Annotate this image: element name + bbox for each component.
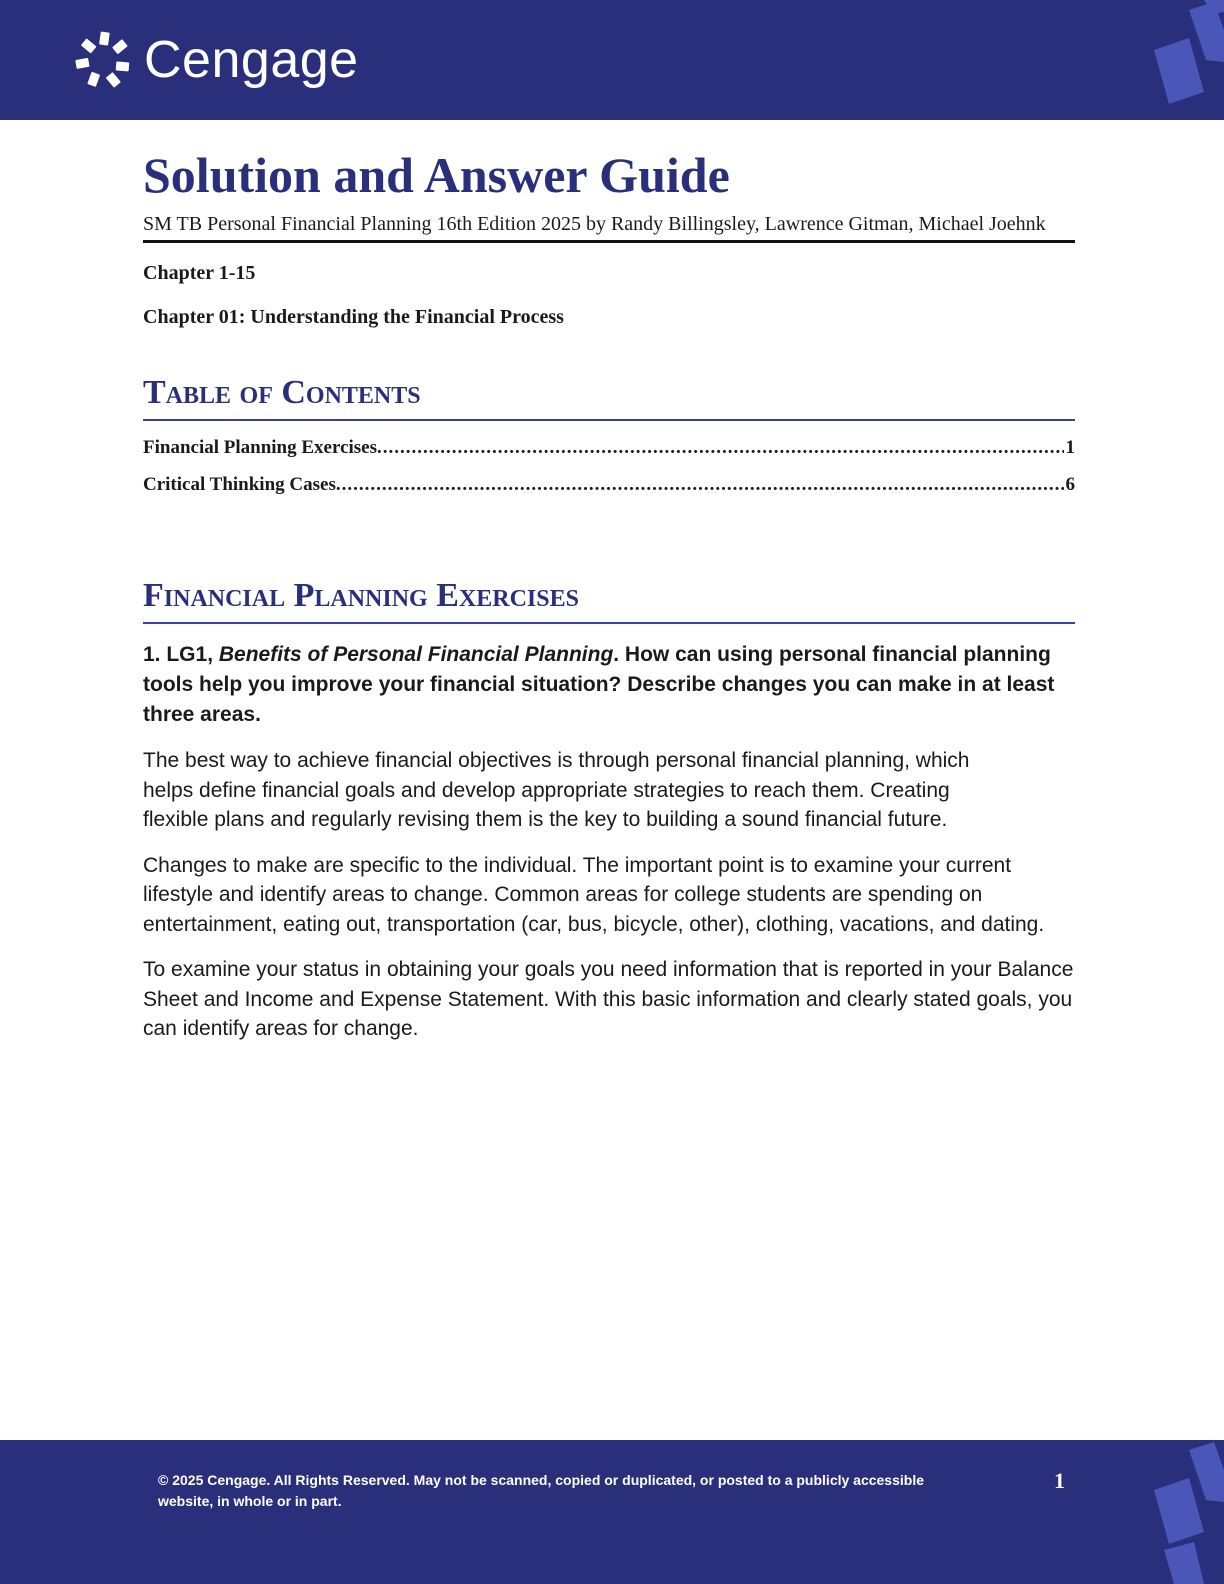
answer-paragraph-1: The best way to achieve financial objectives is through personal financial planning, which helps define financial goals and develop appropriate strategies to reach them. Creating flexible plans and regularly revising them is the key to building a sound financial future. [143, 749, 970, 831]
footer-corner-decoration-icon [1134, 1440, 1224, 1584]
toc-list [143, 435, 1075, 498]
toc-entry-financial-planning-exercises[interactable] [143, 435, 1075, 461]
toc-entry-label: Financial Planning Exercises [143, 437, 378, 458]
toc-divider [143, 419, 1075, 421]
question-topic: Benefits of Personal Financial Planning [218, 643, 614, 666]
toc-entry-page: 6 [1065, 474, 1075, 495]
answer-paragraph-2: Changes to make are specific to the individual. The important point is to examine your current lifestyle and identify areas to change. Common areas for college students are spending on entertainment, eating out, transportation (car, bus, bicycle, other), clothing, vacations, and dating. [143, 853, 1045, 936]
answer-paragraph-3: To examine your status in obtaining your goals you need information that is reported in your Balance Sheet and Income and Expense Statement. With this basic information and clearly stated goals, you can identify areas for change. [143, 958, 1074, 1040]
section-divider [143, 622, 1075, 624]
footer-band [0, 1440, 1224, 1584]
cengage-logo-mark-icon [72, 28, 136, 92]
toc-entry-label: Critical Thinking Cases [143, 474, 336, 495]
logo-text: Cengage [144, 31, 359, 89]
page-number: 1 [1054, 1468, 1065, 1493]
title-divider [143, 240, 1075, 243]
chapter-range: Chapter 1-15 [143, 262, 256, 284]
section-heading: Financial Planning Exercises [143, 577, 579, 614]
toc-entry-page: 1 [1065, 437, 1075, 458]
header-corner-decoration-icon [1134, 0, 1224, 120]
copyright-notice: © 2025 Cengage. All Rights Reserved. May not be scanned, copied or duplicated, or posted to a publicly accessible website, in whole or in part. [158, 1472, 925, 1509]
document-title: Solution and Answer Guide [143, 147, 730, 203]
chapter-title: Chapter 01: Understanding the Financial Process [143, 306, 564, 328]
question-1 [143, 640, 1075, 730]
toc-entry-critical-thinking-cases[interactable] [143, 472, 1075, 498]
toc-heading: Table of Contents [143, 374, 421, 411]
question-text: . How can using personal financial planning tools help you improve your financial situation? Describe changes you can make in at least three areas. [143, 643, 1055, 726]
toc-leader-dots [377, 435, 1063, 461]
question-prefix: 1. LG1, [143, 643, 219, 666]
page-content [143, 140, 1075, 1044]
toc-leader-dots [336, 472, 1064, 498]
header-band [0, 0, 1224, 120]
cengage-logo[interactable] [72, 28, 359, 92]
document-subtitle: SM TB Personal Financial Planning 16th Edition 2025 by Randy Billingsley, Lawrence Gitman, Michael Joehnk [143, 213, 1046, 235]
